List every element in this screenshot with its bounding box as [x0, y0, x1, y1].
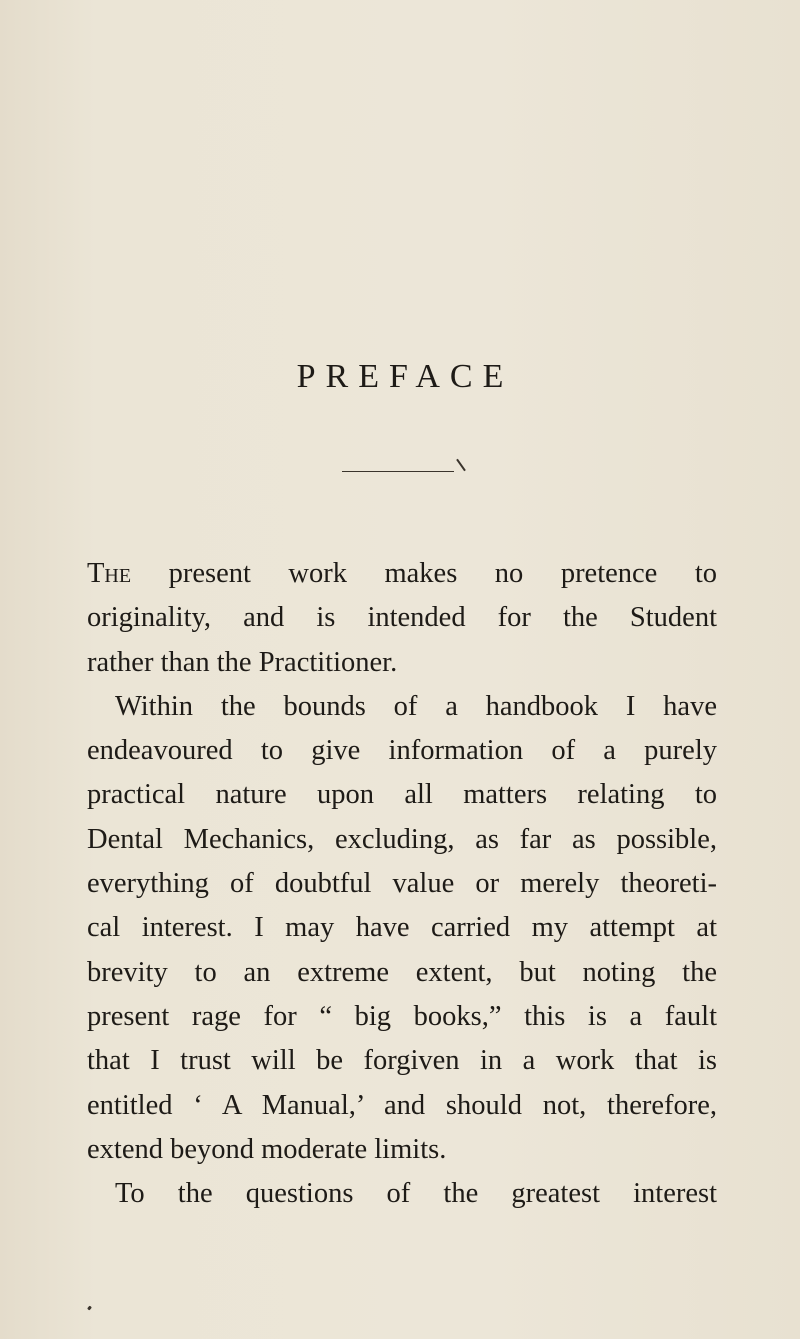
text-line: that I trust will be forgiven in a work that is [87, 1045, 717, 1077]
text-line: endeavoured to give information of a purely [87, 735, 717, 767]
rule-mark [456, 459, 466, 472]
text-line: To the questions of the greatest interest [115, 1178, 717, 1210]
drop-word: The [87, 558, 132, 589]
text-line: rather than the Practitioner. [87, 646, 398, 678]
paragraph-2 [87, 685, 717, 1172]
text-line: originality, and is intended for the Student [87, 602, 717, 634]
paragraph-1 [87, 552, 717, 685]
text-line: cal interest. I may have carried my attempt at [87, 912, 717, 944]
ink-speck [87, 1306, 92, 1311]
heading-rule [342, 471, 454, 472]
text-line: entitled ‘ A Manual,’ and should not, therefore, [87, 1089, 717, 1121]
paragraph-3 [87, 1172, 717, 1216]
text-line: brevity to an extreme extent, but noting the [87, 956, 717, 988]
page-heading: PREFACE [296, 358, 514, 395]
text-line: extend beyond moderate limits. [87, 1133, 447, 1165]
text-line: present rage for “ big books,” this is a fault [87, 1000, 717, 1032]
text-line: The present work makes no pretence to [87, 558, 718, 589]
text-line: Within the bounds of a handbook I have [115, 690, 717, 722]
text-line: practical nature upon all matters relating to [87, 779, 717, 811]
text-line: Dental Mechanics, excluding, as far as possible, [87, 823, 717, 855]
preface-body [87, 552, 717, 1216]
text-line: everything of doubtful value or merely theoreti- [87, 868, 717, 900]
